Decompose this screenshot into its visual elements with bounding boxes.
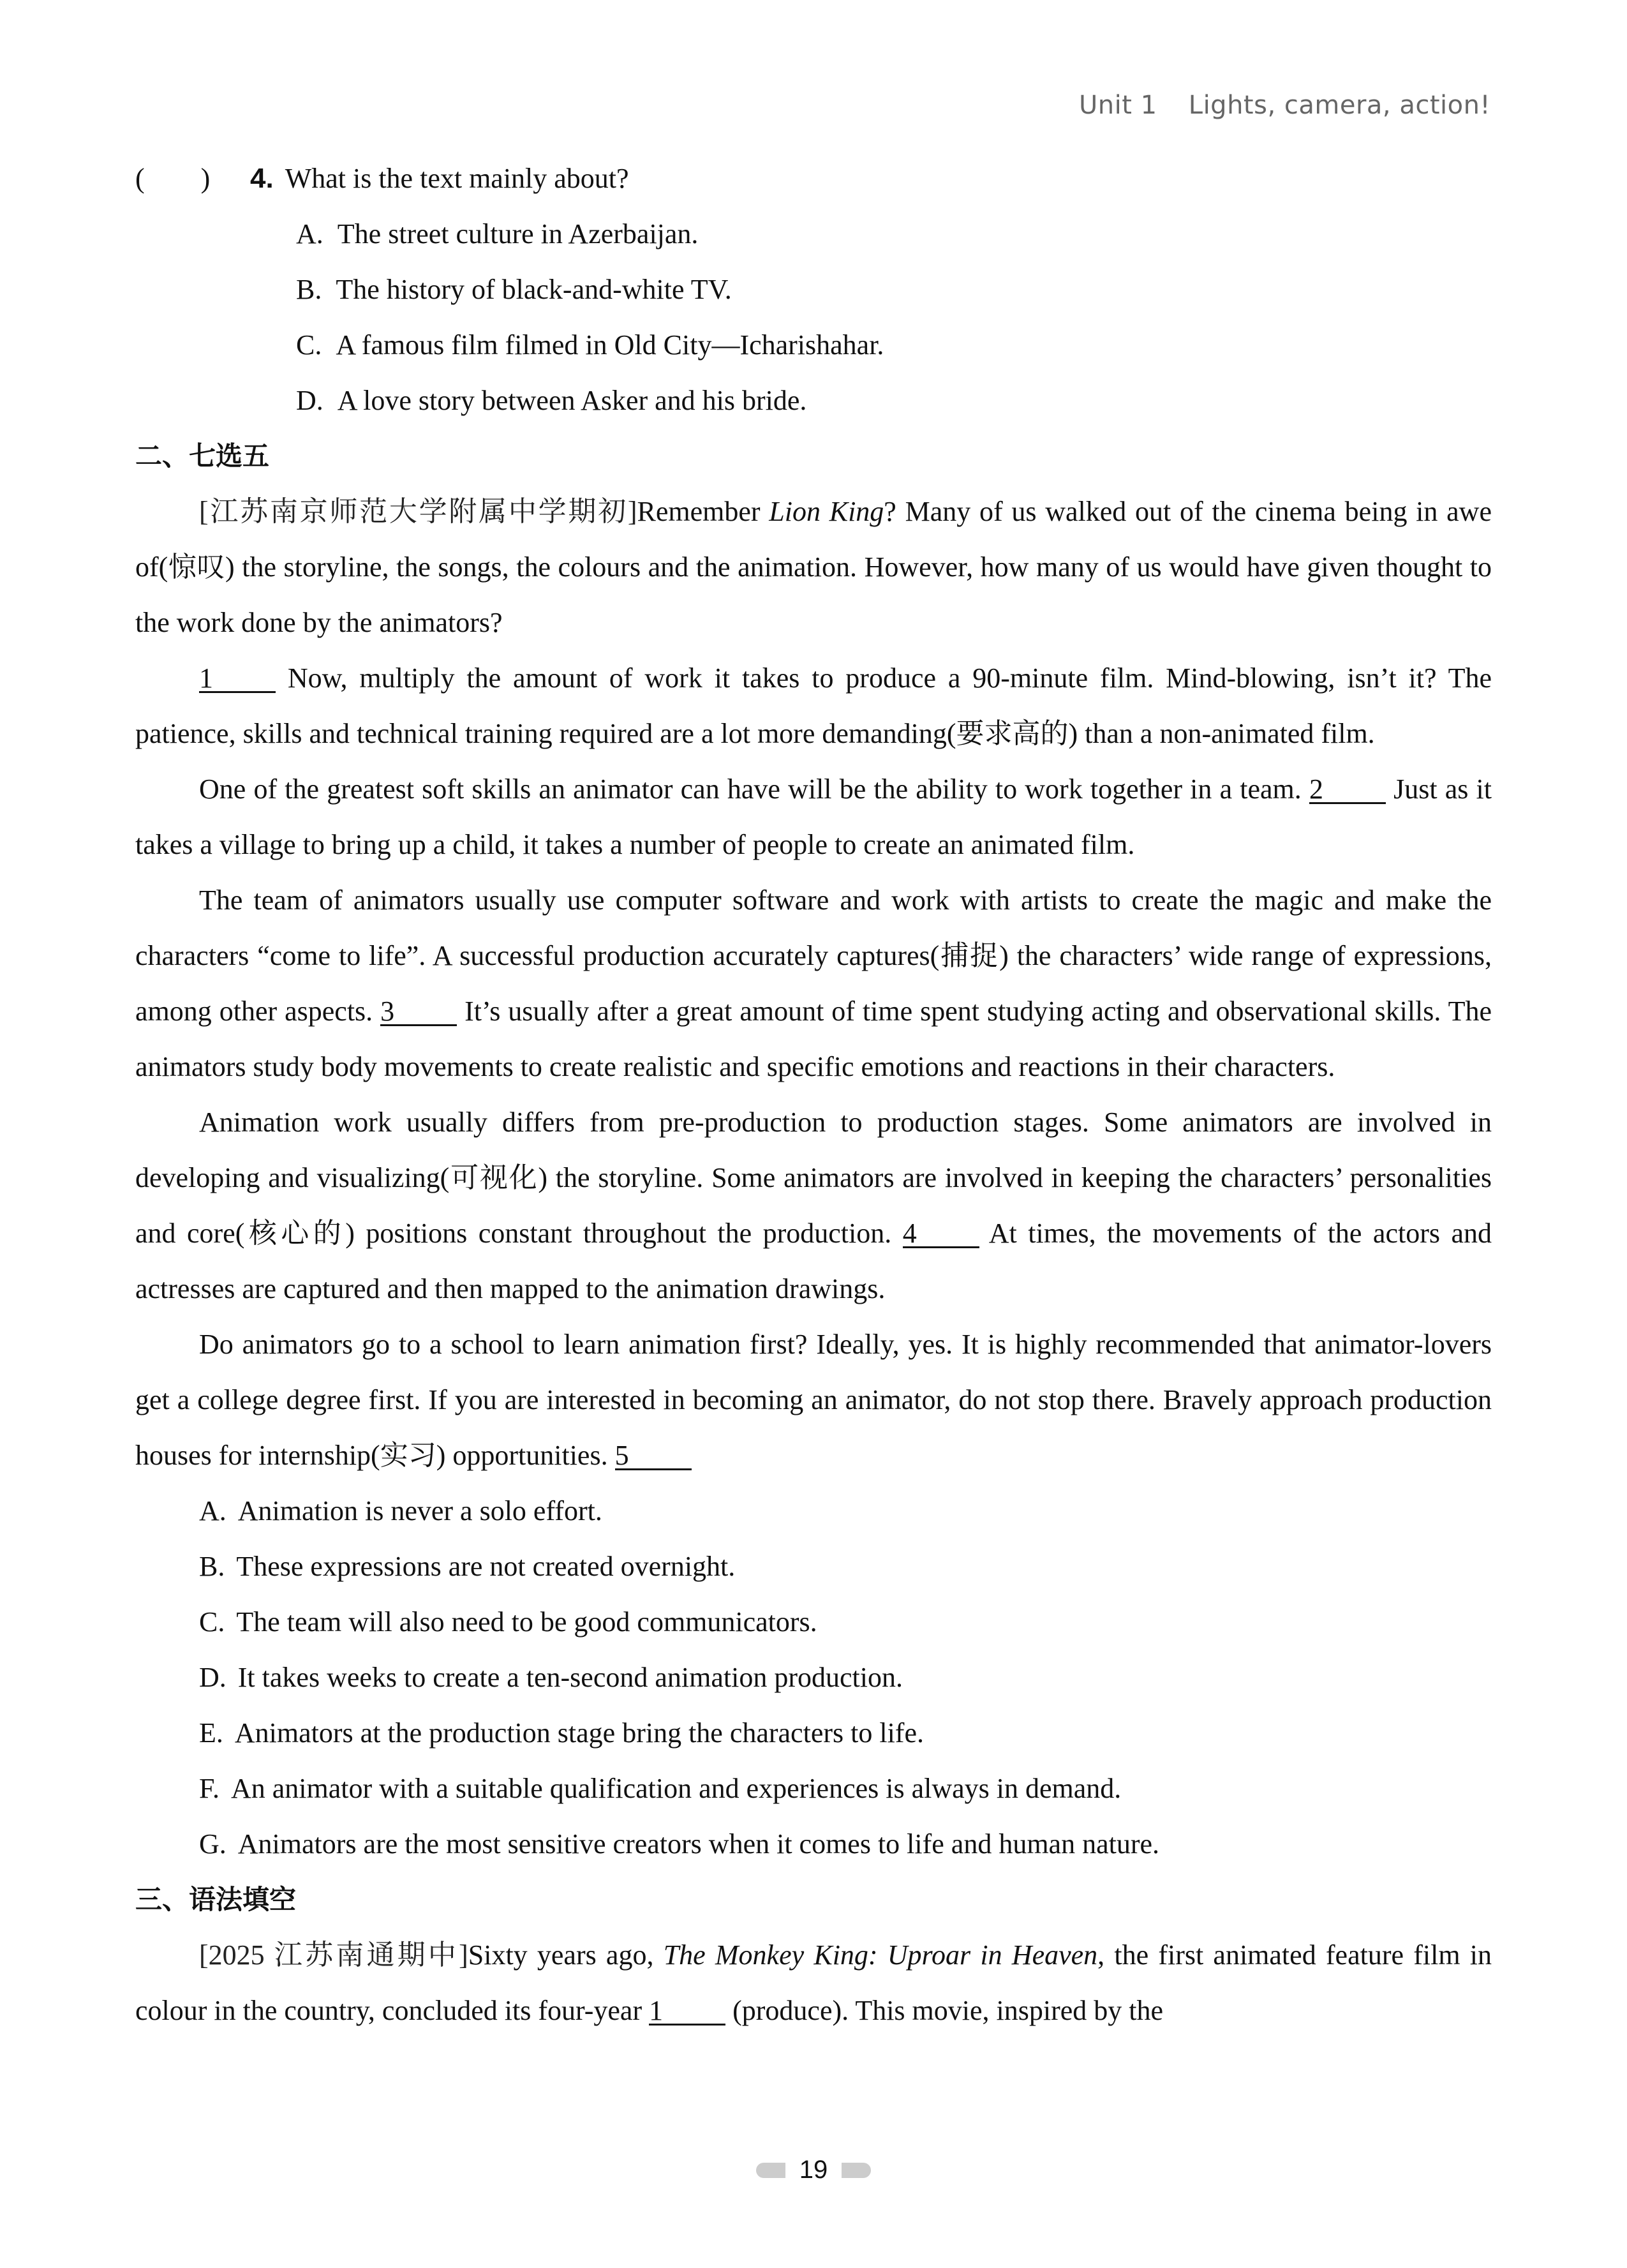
option-letter: D.	[199, 1662, 227, 1693]
option-e	[199, 1705, 1492, 1761]
grammar-passage-paragraph-1	[135, 1927, 1492, 2038]
text-run: Now, multiply the amount of work it takes to produce a 90-minute film. Mind-blowing, isn’t it? The patience, skills and technical training required are a lot more demanding(要求高的) than a non-animated film.	[135, 662, 1492, 749]
running-header	[1079, 91, 1490, 120]
option-letter: F.	[199, 1773, 219, 1804]
option-letter: G.	[199, 1828, 227, 1860]
passage-paragraph-2	[135, 650, 1492, 761]
answer-bracket[interactable]: ( )	[135, 163, 211, 194]
text-run: Do animators go to a school to learn animation first? Ideally, yes. It is highly recommended that animator-lovers get a college degree first. If you are interested in becoming an animator, do not stop there. Bravely approach production houses for internship(实习) opportunities.	[135, 1329, 1492, 1471]
text-run: (produce). This movie, inspired by the	[725, 1995, 1164, 2026]
section-title-grammar-fill: 三、语法填空	[135, 1884, 297, 1915]
option-text: Animators are the most sensitive creators when it comes to life and human nature.	[237, 1828, 1160, 1860]
answer-blank-4[interactable]: 4	[903, 1221, 979, 1248]
text-run: Sixty years ago,	[468, 1939, 664, 1971]
option-a	[199, 1483, 1492, 1539]
option-text: The team will also need to be good communicators.	[236, 1606, 817, 1638]
q4-option-c	[135, 317, 1492, 373]
question-text: What is the text mainly about?	[285, 163, 629, 194]
section-title-seven-choose-five: 二、七选五	[135, 440, 270, 472]
text-run: Just as it takes a village to bring up a child, it takes a number of people to create an animated film.	[135, 773, 1492, 860]
option-f	[199, 1761, 1492, 1816]
unit-title: Lights, camera, action!	[1188, 91, 1490, 120]
text-run: Animation work usually differs from pre-production to production stages. Some animators are involved in developing and visualizing(可视化) the storyline. Some animators are involved in keeping the characters’ personalities and core(核心的) positions constant throughout the production.	[135, 1107, 1492, 1249]
answer-blank-5[interactable]: 5	[615, 1443, 692, 1470]
passage-paragraph-5	[135, 1094, 1492, 1317]
option-text: The history of black-and-white TV.	[336, 274, 732, 305]
passage-paragraph-3	[135, 761, 1492, 872]
page-number: 19	[799, 2156, 828, 2184]
option-c	[199, 1594, 1492, 1650]
text-run: The team of animators usually use computer software and work with artists to create the magic and make the characters “come to life”. A successful production accurately captures(捕捉) the characters’ wide range of expressions, among other aspects.	[135, 884, 1492, 1027]
source-tag: [2025 江苏南通期中]	[199, 1939, 468, 1971]
passage-paragraph-1	[135, 484, 1492, 650]
q4-option-b	[135, 262, 1492, 317]
option-text: A love story between Asker and his bride.	[337, 385, 807, 416]
page-number-right-bar	[842, 2163, 871, 2178]
text-run: At times, the movements of the actors and actresses are captured and then mapped to the animation drawings.	[135, 1218, 1492, 1304]
text-run: It’s usually after a great amount of time spent studying acting and observational skills. The animators study body movements to create realistic and specific emotions and reactions in their characters.	[135, 996, 1492, 1082]
passage-paragraph-4	[135, 872, 1492, 1094]
q4-option-a	[135, 206, 1492, 262]
option-text: An animator with a suitable qualification and experiences is always in demand.	[230, 1773, 1122, 1804]
option-b	[199, 1539, 1492, 1594]
text-run: Remember	[637, 496, 769, 527]
option-text: A famous film filmed in Old City—Icharishahar.	[336, 329, 884, 361]
option-letter: B.	[199, 1551, 225, 1582]
text-run: , the first animated feature film in colour in the country, concluded its four-year	[135, 1939, 1492, 2026]
option-letter: A.	[296, 218, 323, 250]
passage-paragraph-6	[135, 1317, 1492, 1483]
option-letter: E.	[199, 1717, 223, 1749]
source-tag: [江苏南京师范大学附属中学期初]	[199, 496, 637, 527]
option-text: Animators at the production stage bring the characters to life.	[234, 1717, 924, 1749]
option-letter: A.	[199, 1495, 227, 1526]
answer-blank-3[interactable]: 3	[380, 999, 457, 1026]
option-letter: B.	[296, 274, 322, 305]
text-run: One of the greatest soft skills an animator can have will be the ability to work together in a team.	[199, 773, 1309, 805]
page-content	[135, 151, 1492, 2038]
option-text: The street culture in Azerbaijan.	[337, 218, 699, 250]
unit-label: Unit 1	[1078, 91, 1157, 120]
question-number: 4.	[250, 163, 274, 194]
q4-option-d	[135, 373, 1492, 428]
seven-options-list	[135, 1483, 1492, 1872]
page-number-footer	[0, 2156, 1627, 2184]
film-title: The Monkey King: Uproar in Heaven	[663, 1939, 1098, 1971]
film-title: Lion King	[769, 496, 884, 527]
option-letter: D.	[296, 385, 323, 416]
answer-blank-1[interactable]: 1	[199, 666, 276, 693]
question-4	[135, 151, 1492, 206]
option-d	[199, 1650, 1492, 1705]
option-letter: C.	[296, 329, 322, 361]
answer-blank-2[interactable]: 2	[1309, 777, 1386, 804]
option-g	[199, 1816, 1492, 1872]
page-number-left-bar	[756, 2163, 785, 2178]
text-run: ? Many of us walked out of the cinema being in awe of(惊叹) the storyline, the songs, the colours and the animation. However, how many of us would have given thought to the work done by the animators?	[135, 496, 1492, 638]
option-letter: C.	[199, 1606, 225, 1638]
option-text: Animation is never a solo effort.	[237, 1495, 602, 1526]
grammar-blank-1[interactable]: 1	[649, 1998, 725, 2026]
option-text: These expressions are not created overnight.	[236, 1551, 736, 1582]
option-text: It takes weeks to create a ten-second animation production.	[237, 1662, 903, 1693]
